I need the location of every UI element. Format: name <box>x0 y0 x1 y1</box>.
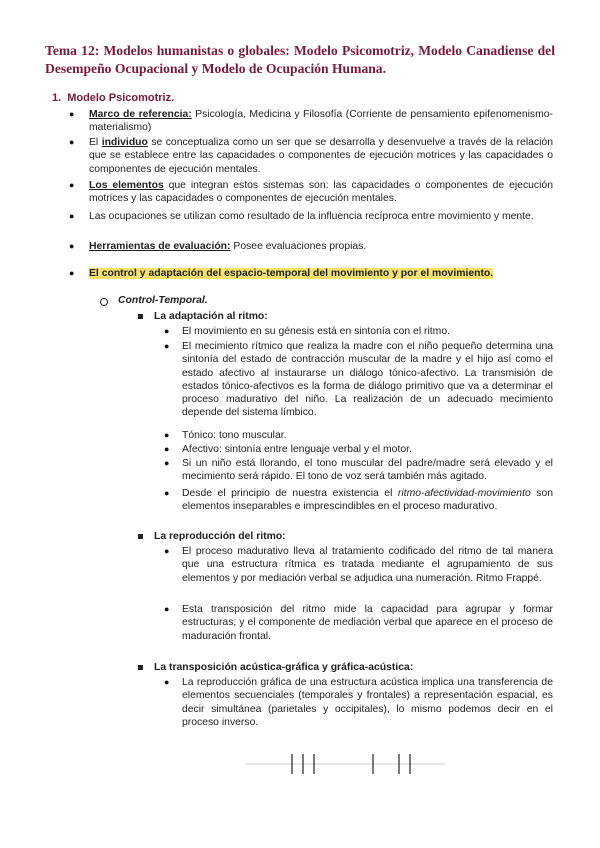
bullet-ocupaciones: Las ocupaciones se utilizan como resultado de la influencia recíproca entre movimiento y mente. <box>89 211 534 222</box>
bullet-text: El <box>89 137 102 148</box>
bullet-dot: ● <box>69 109 75 119</box>
bullet-text: Psicología, Medicina y Filosofía (Corriente de pensamiento epifenomenismo-materialismo) <box>89 109 554 134</box>
bullet-marco <box>89 108 553 135</box>
bullet-dot: ● <box>164 546 170 556</box>
bullet-label: Herramientas de evaluación: <box>89 241 231 252</box>
bullet-herramientas <box>89 240 553 253</box>
item-text: Desde el principio de nuestra existencia el <box>182 488 398 499</box>
footer-rule <box>245 752 445 776</box>
topic-heading-adaptacion: La adaptación al ritmo: <box>154 311 268 322</box>
bullet-control <box>89 267 553 280</box>
topic-heading-reproduccion: La reproducción del ritmo: <box>154 531 286 542</box>
list-item: La reproducción gráfica de una estructura acústica implica una transferencia de elementos secuenciales (temporales y frontales) a representación espacial, es decir simultánea (parietales y occipitales), lo mismo podemos decir en el proceso inverso. <box>182 677 553 728</box>
subsection-title: Control-Temporal. <box>118 295 208 306</box>
square-bullet <box>138 314 143 319</box>
document-title: Tema 12: Modelos humanistas o globales: Modelo Psicomotriz, Modelo Canadiense del Desempeño Ocupacional y Modelo de Ocupación Humana. <box>45 43 555 76</box>
section-title: Modelo Psicomotriz. <box>67 92 175 104</box>
section-number: 1. <box>52 92 62 104</box>
bullet-dot: ● <box>69 268 75 278</box>
bullet-dot: ● <box>69 241 75 251</box>
bullet-dot: ● <box>164 326 170 336</box>
list-item: Esta transposición del ritmo mide la capacidad para agrupar y formar estructuras; y el componente de mediación verbal que aparece en el proceso de maduración frontal. <box>182 604 553 642</box>
section-heading <box>52 92 174 104</box>
item-text: son elementos inseparables e imprescindibles en el proceso madurativo. <box>182 488 553 513</box>
bullet-text: se conceptualiza como un ser que se desarrolla y desenvuelve a través de la relación que se establece entre las capacidades o componentes de ejecución motrices y las capacidades o componentes de ejecución mentales. <box>89 137 553 175</box>
bullet-dot: ● <box>164 341 170 351</box>
bullet-dot: ● <box>164 444 170 454</box>
list-item <box>182 487 553 514</box>
list-item: El proceso madurativo lleva al tratamiento codificado del ritmo de tal manera que una estructura rítmica es tratada mediante el agrupamiento de sus elementos y por mediación verbal se adjudica una numeración. Ritmo Frappé. <box>182 546 553 584</box>
circle-bullet <box>100 298 108 306</box>
bullet-text: que integran estos sistemas son: las capacidades o componentes de ejecución motrices y las capacidades o componentes de ejecución mentales. <box>89 180 553 205</box>
bullet-dot: ● <box>164 604 170 614</box>
square-bullet <box>138 665 143 670</box>
bullet-individuo <box>89 136 553 176</box>
list-item: El movimiento en su génesis está en sintonía con el ritmo. <box>182 326 450 337</box>
bullet-dot: ● <box>69 211 75 221</box>
bullet-dot: ● <box>164 430 170 440</box>
list-item: Afectivo: sintonía entre lenguaje verbal y el motor. <box>182 444 412 455</box>
item-italic-text: ritmo-afectividad-movimiento <box>397 488 531 499</box>
bullet-dot: ● <box>69 137 75 147</box>
bullet-dot: ● <box>164 458 170 468</box>
square-bullet <box>138 534 143 539</box>
bullet-label: Marco de referencia: <box>89 109 192 120</box>
list-item: Tónico: tono muscular. <box>182 430 287 441</box>
topic-heading-transposicion: La transposición acústica-gráfica y gráfica-acústica: <box>154 662 414 673</box>
bullet-label: Los elementos <box>89 180 164 191</box>
bullet-label: individuo <box>101 137 148 148</box>
bullet-dot: ● <box>69 180 75 190</box>
bullet-dot: ● <box>164 677 170 687</box>
bullet-text: Posee evaluaciones propias. <box>230 241 367 252</box>
highlighted-text: El control y adaptación del espacio-temporal del movimiento y por el movimiento. <box>89 268 494 279</box>
bullet-elementos <box>89 179 553 206</box>
list-item: Si un niño está llorando, el tono muscular del padre/madre será elevado y el mecimiento será rápido. El tono de voz será también más agitado. <box>182 458 553 483</box>
bullet-dot: ● <box>164 488 170 498</box>
list-item: El mecimiento rítmico que realiza la madre con el niño pequeño determina una sintonía del estado de contracción muscular de la madre y el hijo así como el estado afectivo al instaurarse un diálogo tónico-afectivo. La transmisión de estados tónico-afectivos es la forma de diálogo primitivo que va a determinar el proceso madurativo del niño. La realización de un adecuado mecimiento depende del sistema límbico. <box>182 341 553 419</box>
